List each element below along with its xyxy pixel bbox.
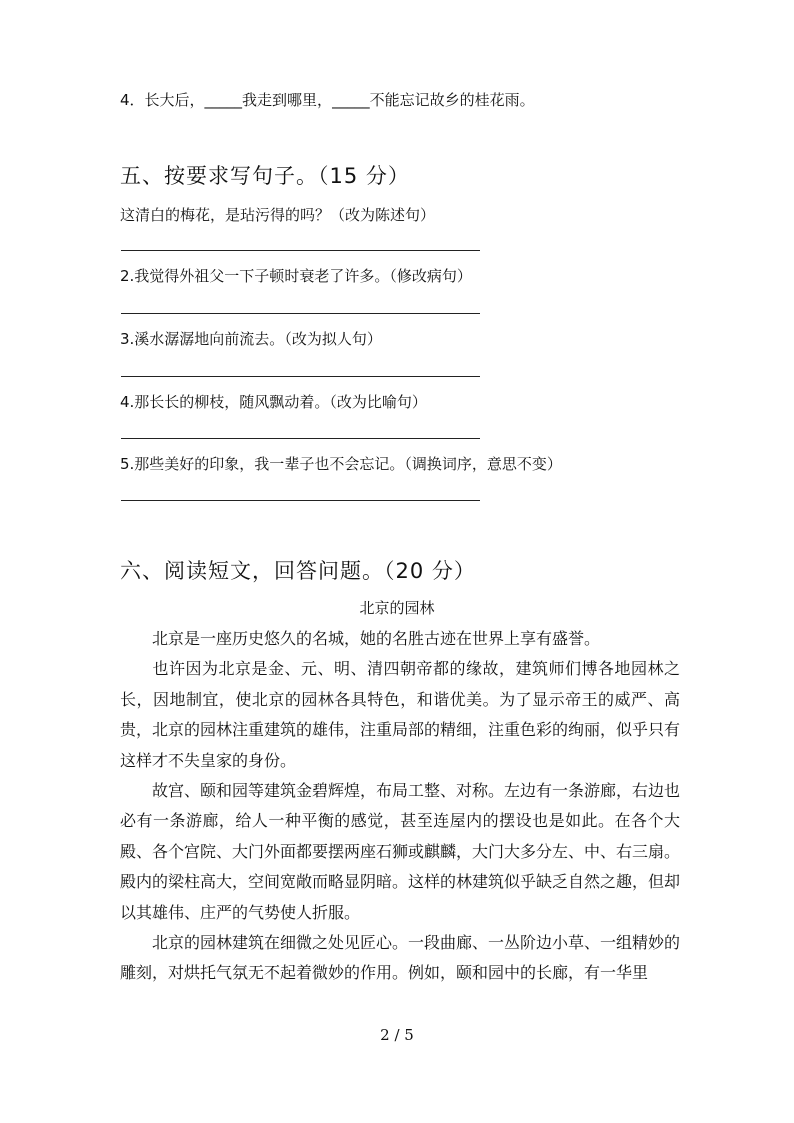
sentence-task-4: 4.那长长的柳枝，随风飘动着。（改为比喻句） — [120, 393, 427, 411]
answer-line-4 — [121, 438, 480, 439]
page-number: 2 / 5 — [380, 1026, 414, 1044]
passage-paragraph: 北京的园林建筑在细微之处见匠心。一段曲廊、一丛阶边小草、一组精妙的雕刻，对烘托气氛无不起着微妙的作用。例如，颐和园中的长廊，有一华里 — [120, 933, 681, 983]
answer-line-2 — [121, 313, 480, 314]
passage-body — [120, 624, 680, 989]
passage-paragraph: 故宫、颐和园等建筑金碧辉煌，布局工整、对称。左边有一条游廊，右边也必有一条游廊，给人一种平衡的感觉，甚至连屋内的摆设也是如此。在各个大殿、各个宫院、大门外面都要摆两座石狮或麒麟，大门大多分左、中、右三扇。殿内的梁柱高大，空间宽敞而略显阴暗。这样的林建筑似乎缺乏自然之趣，但却以其雄伟、庄严的气势使人折服。 — [120, 781, 681, 922]
fill-blank-1: _____ — [204, 91, 243, 109]
sentence-task-2: 2.我觉得外祖父一下子顿时衰老了许多。（修改病句） — [120, 267, 472, 285]
passage-paragraph: 也许因为北京是金、元、明、清四朝帝都的缘故，建筑师们博各地园林之长，因地制宜，使北京的园林各具特色，和谐优美。为了显示帝王的威严、高贵，北京的园林注重建筑的雄伟，注重局部的精细，注重色彩的绚丽，似乎只有这样才不失皇家的身份。 — [120, 659, 681, 770]
section-5-heading: 五、按要求写句子。（15 分） — [120, 164, 410, 188]
fill-in-item — [120, 89, 535, 110]
passage-title: 北京的园林 — [359, 599, 435, 617]
fill-item-middle: 我走到哪里， — [242, 91, 333, 109]
sentence-task-1: 这清白的梅花，是玷污得的吗？（改为陈述句） — [120, 206, 436, 224]
section-6-heading: 六、阅读短文，回答问题。（20 分） — [120, 559, 476, 583]
answer-line-1 — [121, 250, 480, 251]
fill-blank-2: _____ — [332, 91, 370, 109]
fill-item-suffix: 不能忘记故乡的桂花雨。 — [369, 91, 535, 109]
passage-paragraph: 北京是一座历史悠久的名城，她的名胜古迹在世界上享有盛誉。 — [152, 629, 601, 648]
fill-item-prefix: 4．长大后， — [120, 91, 205, 109]
answer-line-5 — [121, 500, 480, 501]
sentence-task-5: 5.那些美好的印象，我一辈子也不会忘记。（调换词序，意思不变） — [120, 455, 562, 473]
sentence-task-3: 3.溪水潺潺地向前流去。（改为拟人句） — [120, 330, 382, 348]
answer-line-3 — [121, 376, 480, 377]
